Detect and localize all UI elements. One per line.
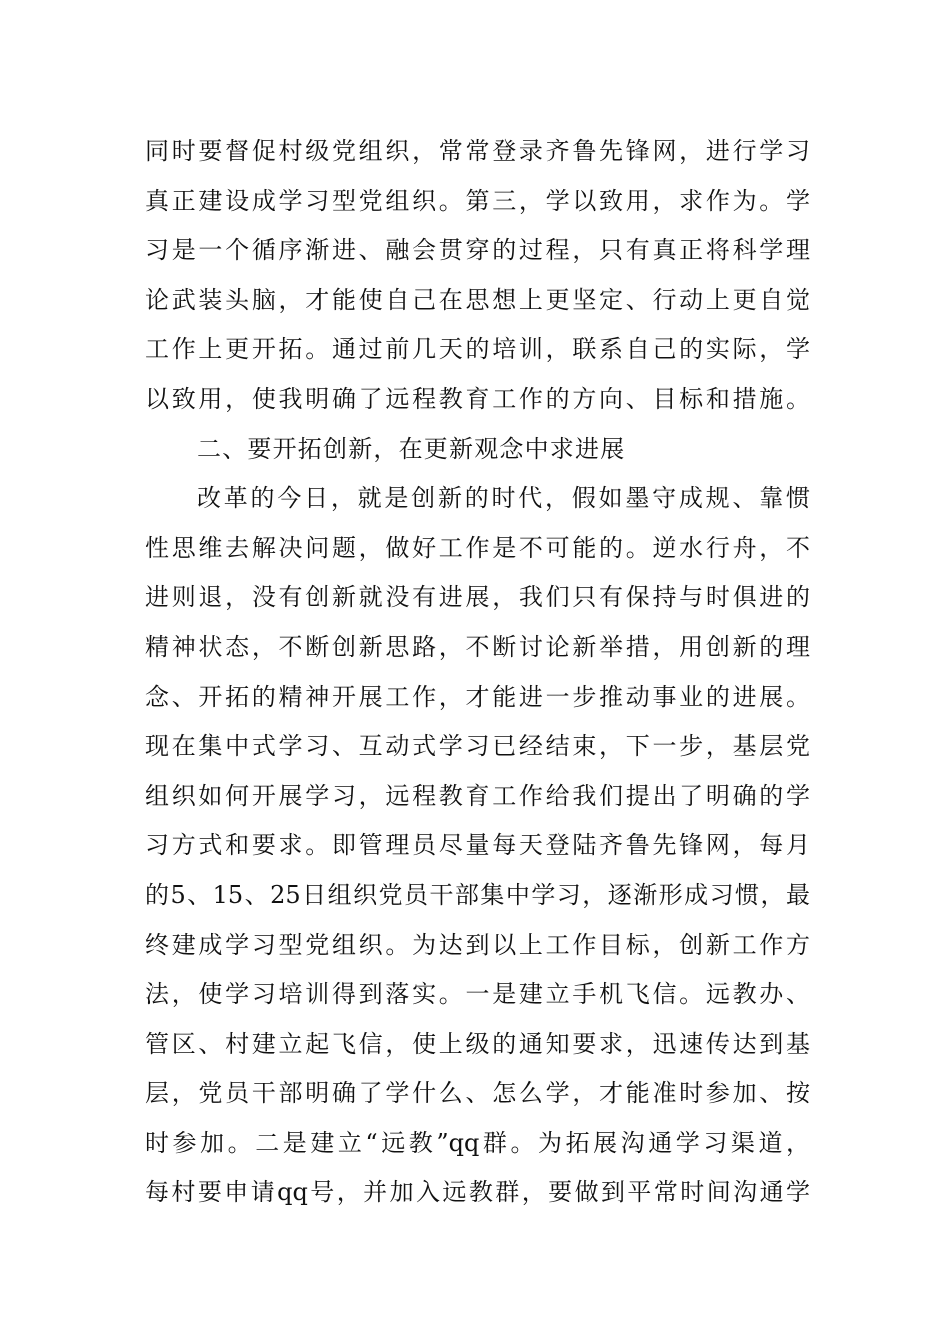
text-line: 法，使学习培训得到落实。一是建立手机飞信。远教办、 <box>145 980 810 1009</box>
text-line: 进则退，没有创新就没有进展，我们只有保持与时俱进的 <box>145 583 810 612</box>
text-line: 组织如何开展学习，远程教育工作给我们提出了明确的学 <box>145 781 810 810</box>
text-line: 工作上更开拓。通过前几天的培训，联系自己的实际，学 <box>145 335 810 364</box>
text-line: 论武装头脑，才能使自己在思想上更坚定、行动上更自觉 <box>145 285 810 314</box>
text-line: 每村要申请qq号，并加入远教群，要做到平常时间沟通学 <box>145 1178 810 1207</box>
text-line: 改革的今日，就是创新的时代，假如墨守成规、靠惯 <box>197 484 810 513</box>
text-line: 终建成学习型党组织。为达到以上工作目标，创新工作方 <box>145 930 810 959</box>
text-line: 真正建设成学习型党组织。第三，学以致用，求作为。学 <box>145 186 810 215</box>
text-line: 时参加。二是建立“远教”qq群。为拓展沟通学习渠道， <box>145 1128 810 1157</box>
document-body <box>145 127 810 1218</box>
text-line: 管区、村建立起飞信，使上级的通知要求，迅速传达到基 <box>145 1029 810 1058</box>
text-line: 层，党员干部明确了学什么、怎么学，才能准时参加、按 <box>145 1079 810 1108</box>
text-line: 现在集中式学习、互动式学习已经结束，下一步，基层党 <box>145 732 810 761</box>
text-line: 精神状态，不断创新思路，不断讨论新举措，用创新的理 <box>145 632 810 661</box>
text-line: 念、开拓的精神开展工作，才能进一步推动事业的进展。 <box>145 682 810 711</box>
text-line: 以致用，使我明确了远程教育工作的方向、目标和措施。 <box>145 384 810 413</box>
text-line: 习是一个循序渐进、融会贯穿的过程，只有真正将科学理 <box>145 236 810 265</box>
section-heading: 二、要开拓创新，在更新观念中求进展 <box>197 434 626 463</box>
text-line: 习方式和要求。即管理员尽量每天登陆齐鲁先锋网，每月 <box>145 831 810 860</box>
text-line: 性思维去解决问题，做好工作是不可能的。逆水行舟，不 <box>145 533 810 562</box>
text-line: 同时要督促村级党组织，常常登录齐鲁先锋网，进行学习 <box>145 137 810 165</box>
text-line: 的5、15、25日组织党员干部集中学习，逐渐形成习惯，最 <box>145 880 810 909</box>
